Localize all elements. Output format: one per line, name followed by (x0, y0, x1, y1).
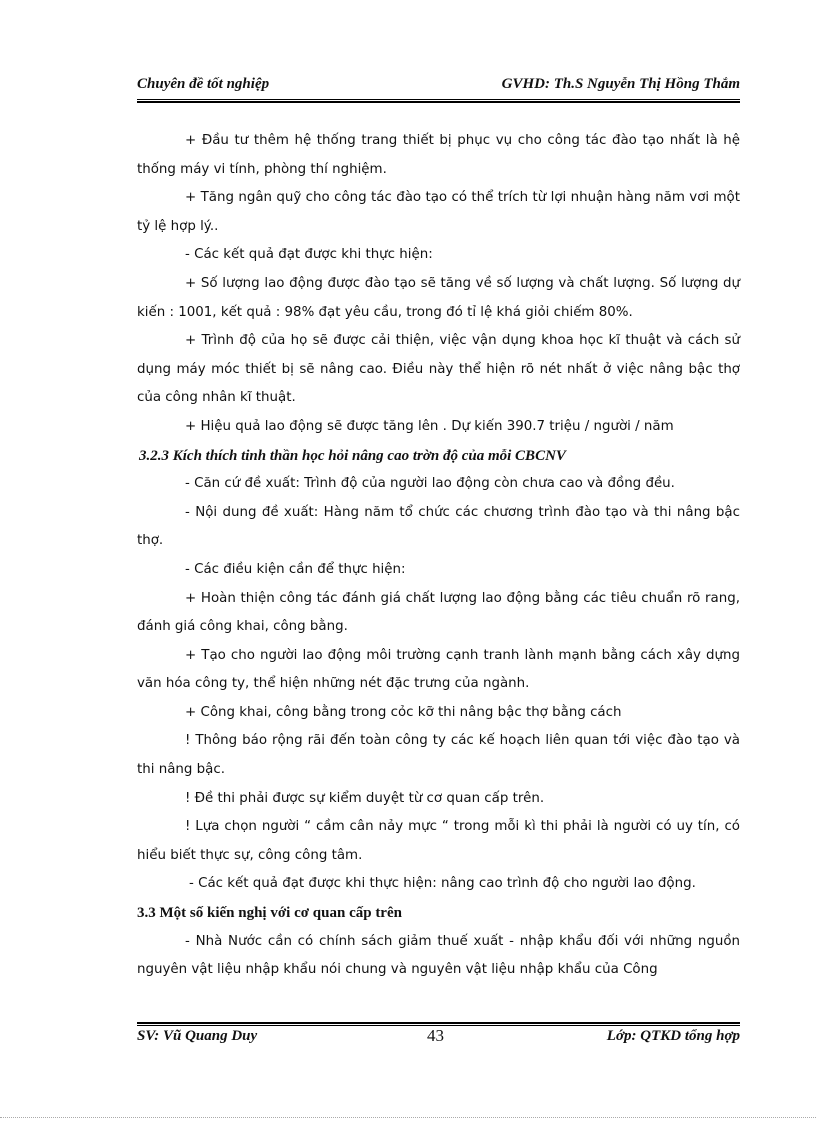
paragraph: + Hiệu quả lao động sẽ được tăng lên . Dự kiến 390.7 triệu / người / năm (185, 418, 674, 434)
paragraph: + Tăng ngân quỹ cho công tác đào tạo có thể trích từ lợi nhuận hàng năm vơi một tỷ lệ hợp lý.. (137, 190, 740, 234)
footer-class: Lớp: QTKD tổng hợp (606, 1028, 740, 1044)
page-header (137, 74, 740, 98)
section-heading-3-2-3: 3.2.3 Kích thích tinh thần học hỏi nâng cao trờn độ của mỗi CBCNV (139, 447, 566, 464)
paragraph: - Nhà Nước cần có chính sách giảm thuế xuất - nhập khẩu đối với những nguồn nguyên vật liệu nhập khẩu nói chung và nguyên vật liệu nhập khẩu của Công (137, 933, 740, 978)
section-heading-3-3: 3.3 Một số kiến nghị với cơ quan cấp trên (137, 905, 402, 922)
page-bottom-dotted-line (0, 1117, 816, 1118)
paragraph: + Hoàn thiện công tác đánh giá chất lượng lao động bằng các tiêu chuẩn rõ rang, đánh giá công khai, công bằng. (137, 590, 740, 635)
footer-rule-thick (137, 1022, 740, 1024)
paragraph: + Công khai, công bằng trong cỏc kỡ thi nâng bậc thợ bằng cách (185, 704, 622, 720)
header-rule (137, 99, 740, 100)
paragraph: - Các kết quả đạt được khi thực hiện: nâng cao trình độ cho người lao động. (189, 876, 696, 892)
page-body (137, 127, 740, 985)
paragraph: - Nội dung đề xuất: Hàng năm tổ chức các chương trình đào tạo và thi nâng bậc thợ. (137, 504, 740, 549)
header-rule-thick (137, 101, 740, 103)
paragraph: ! Lựa chọn người “ cầm cân nảy mực “ trong mỗi kì thi phải là người có uy tín, có hiểu biết thực sự, công công tâm. (137, 819, 740, 863)
paragraph: - Các kết quả đạt được khi thực hiện: (185, 247, 433, 263)
paragraph: ! Đề thi phải được sự kiểm duyệt từ cơ quan cấp trên. (185, 790, 545, 806)
paragraph: ! Thông báo rộng rãi đến toàn công ty các kế hoạch liên quan tới việc đào tạo và thi nâng bậc. (137, 733, 740, 778)
paragraph: + Đầu tư thêm hệ thống trang thiết bị phục vụ cho công tác đào tạo nhất là hệ thống máy vi tính, phòng thí nghiệm. (137, 133, 740, 177)
footer-student: SV: Vũ Quang Duy (137, 1028, 258, 1044)
paragraph: + Số lượng lao động được đào tạo sẽ tăng về số lượng và chất lượng. Số lượng dự kiến : 1001, kết quả : 98% đạt yêu cầu, trong đó tỉ lệ khá giỏi chiếm 80%. (137, 275, 740, 320)
page-footer (137, 1028, 740, 1052)
header-advisor: GVHD: Th.S Nguyễn Thị Hồng Thắm (501, 76, 740, 92)
paragraph: - Các điều kiện cần để thực hiện: (185, 561, 406, 577)
paragraph: - Căn cứ đề xuất: Trình độ của người lao động còn chưa cao và đồng đều. (185, 476, 675, 492)
paragraph: + Trình độ của họ sẽ được cải thiện, việc vận dụng khoa học kĩ thuật và cách sử dụng máy móc thiết bị sẽ nâng cao. Điều này thể hiện rõ nét nhất ở việc nâng bậc thợ của công nhân kĩ thuật. (137, 333, 740, 406)
header-title: Chuyên đề tốt nghiệp (137, 76, 270, 92)
page-number: 43 (427, 1026, 444, 1045)
paragraph: + Tạo cho người lao động môi trường cạnh tranh lành mạnh bằng cách xây dựng văn hóa công ty, thể hiện những nét đặc trưng của ngành. (137, 647, 740, 692)
